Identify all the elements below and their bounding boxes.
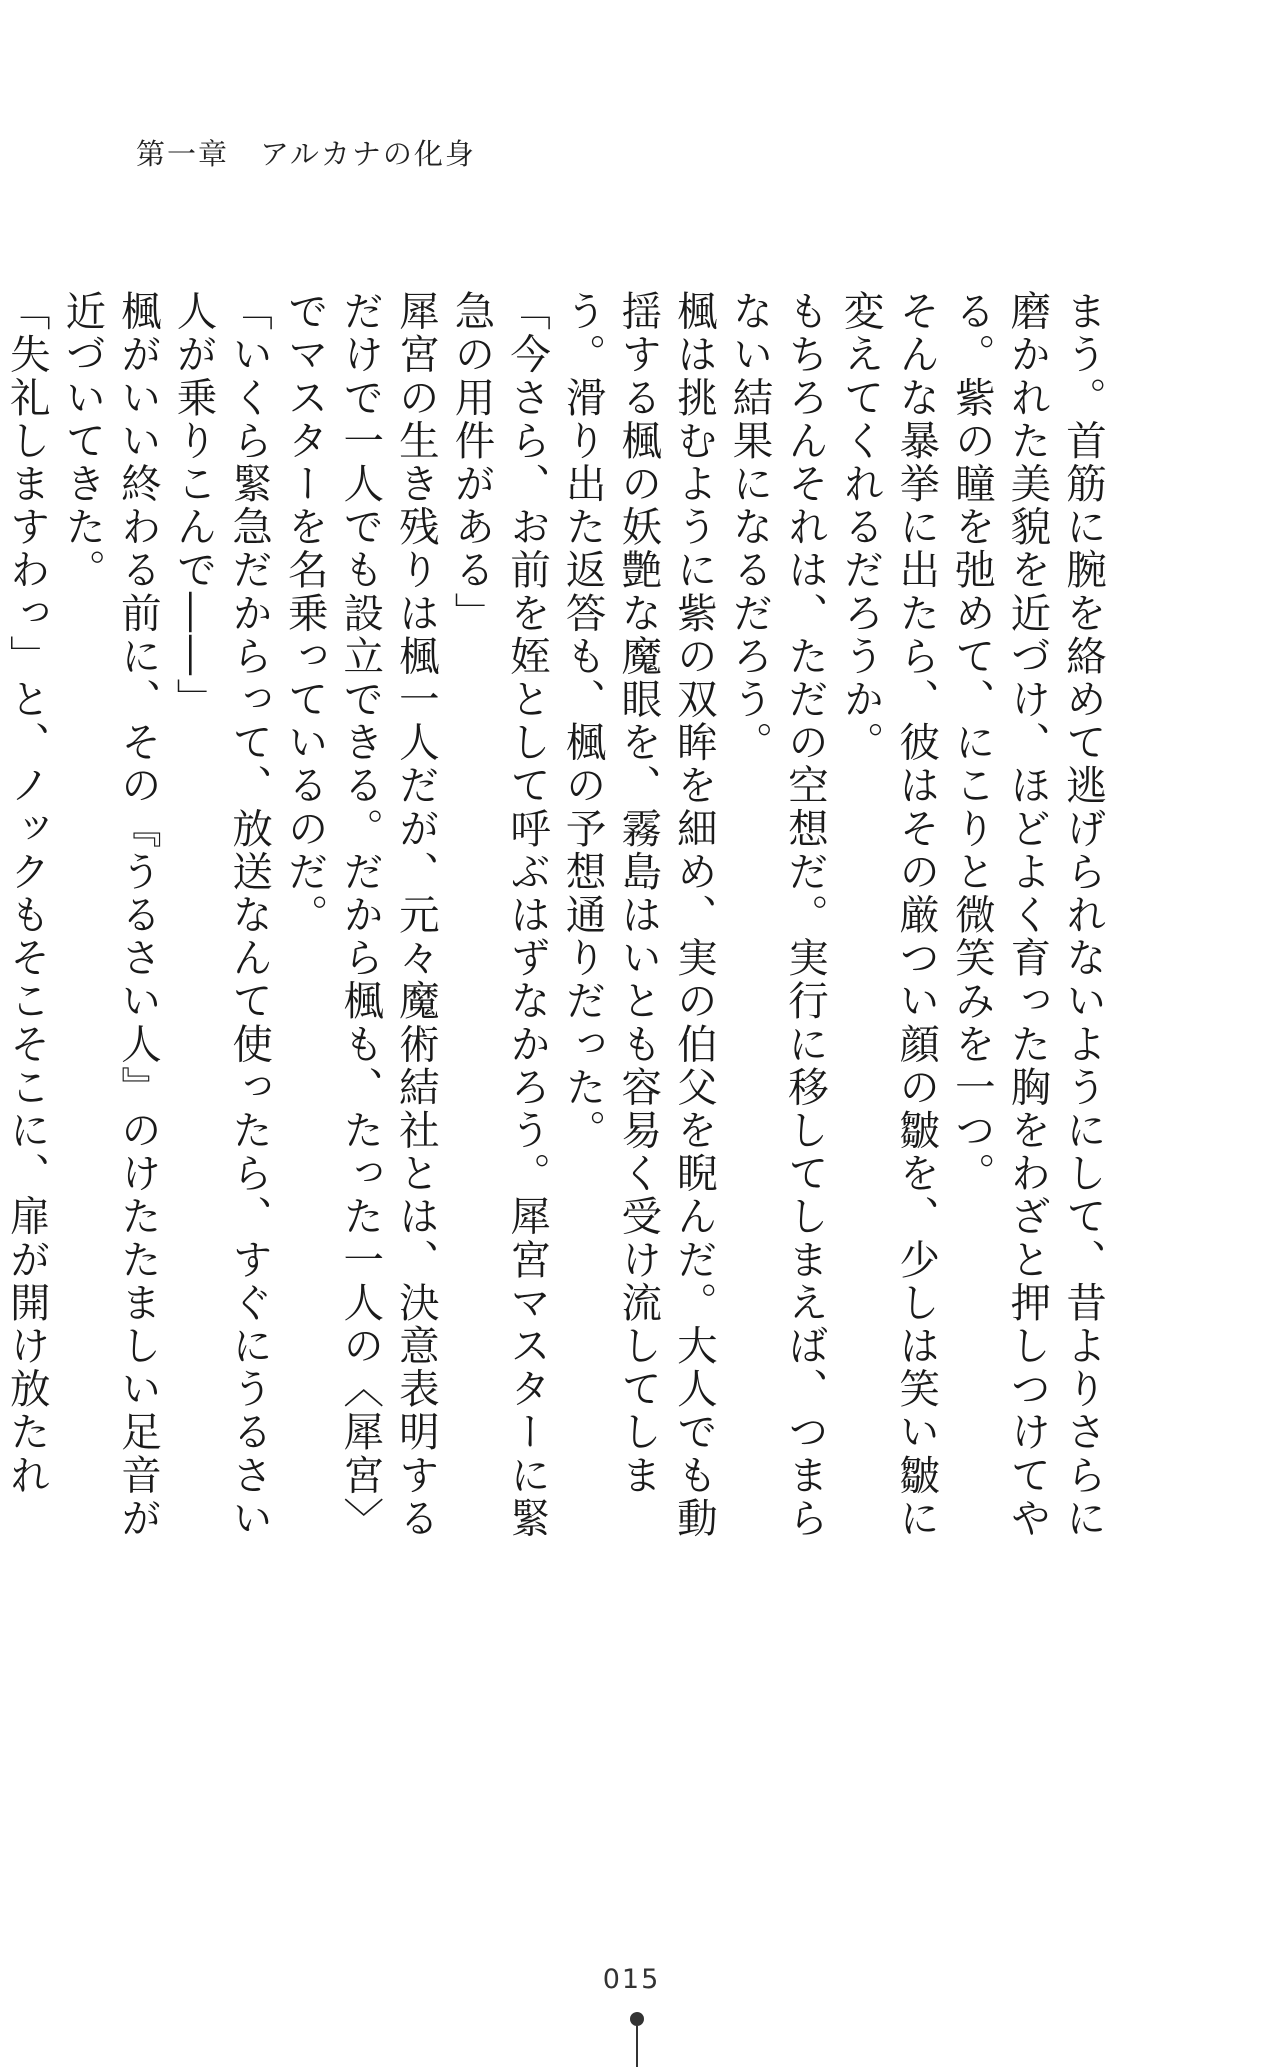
page-marker-dot-icon bbox=[630, 2012, 644, 2026]
paragraph: 楓がいい終わる前に、その『うるさい人』のけたたましい足音が近づいてきた。 bbox=[58, 290, 162, 1540]
paragraph: もちろんそれは、ただの空想だ。実行に移してしまえば、つまらない結果になるだろう。 bbox=[725, 290, 830, 1540]
paragraph: そんな暴挙に出たら、彼はその厳つい顔の皺を、少しは笑い皺に変えてくれるだろうか。 bbox=[836, 290, 941, 1540]
dialogue-paragraph: 「今さら、お前を姪として呼ぶはずなかろう。犀宮マスターに緊急の用件がある」 bbox=[447, 290, 552, 1540]
page-number: 015 bbox=[602, 1964, 661, 1995]
body-text bbox=[2, 290, 1110, 1570]
paragraph: まう。首筋に腕を絡めて逃げられないようにして、昔よりさらに磨かれた美貌を近づけ、ほどよく育った胸をわざと押しつけてやる。紫の瞳を弛めて、にこりと微笑みを一つ。 bbox=[947, 290, 1107, 1540]
page-marker-line bbox=[636, 2026, 638, 2067]
paragraph: 楓は挑むように紫の双眸を細め、実の伯父を睨んだ。大人でも動揺する楓の妖艶な魔眼を、霧島はいとも容易く受け流してしまう。滑り出た返答も、楓の予想通りだった。 bbox=[558, 290, 718, 1540]
dialogue-paragraph: 「いくら緊急だからって、放送なんて使ったら、すぐにうるさい人が乗りこんで――」 bbox=[169, 290, 274, 1540]
dialogue-paragraph: 「失礼しますわっ」と、ノックもそこそこに、扉が開け放たれ bbox=[2, 290, 51, 1497]
chapter-running-head: 第一章 アルカナの化身 bbox=[136, 137, 476, 171]
paragraph: 犀宮の生き残りは楓一人だが、元々魔術結社とは、決意表明するだけで一人でも設立できる。だから楓も、たった一人の〈犀宮〉でマスターを名乗っているのだ。 bbox=[280, 290, 440, 1540]
